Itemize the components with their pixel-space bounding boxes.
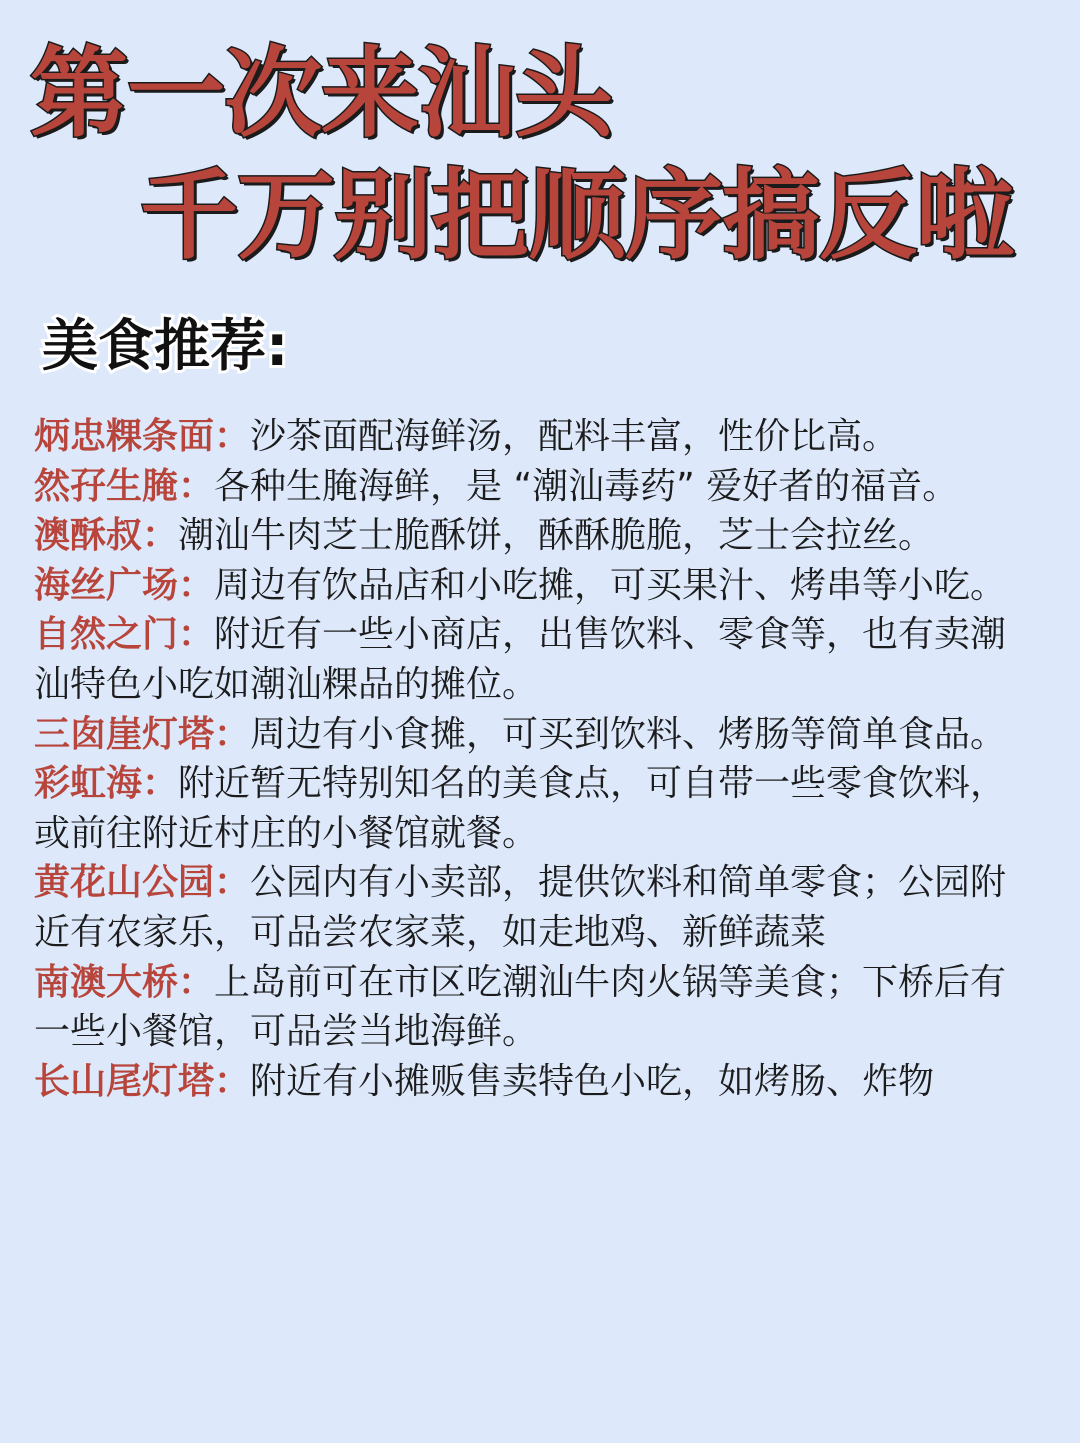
place-colon: ： [178,614,215,656]
place-colon: ： [178,465,215,507]
place-colon: ： [178,961,215,1003]
place-description: 公园内有小卖部，提供饮料和简单零食；公园附近有农家乐，可品尝农家菜，如走地鸡、新鲜蔬菜 [34,862,1007,953]
place-colon: ： [214,862,251,904]
place-name: 自然之门 [34,614,179,656]
place-name: 海丝广场 [34,564,179,606]
list-item [34,759,1024,858]
list-item [34,412,1024,462]
title-line-2: 千万别把顺序搞反啦 [140,159,1014,273]
place-description: 沙茶面配海鲜汤，配料丰富，性价比高。 [250,416,899,457]
list-item [34,710,1024,760]
list-item [34,462,1024,512]
place-colon: ： [142,515,179,557]
place-name: 长山尾灯塔 [34,1060,215,1102]
place-colon: ： [142,763,179,805]
list-item [34,958,1024,1057]
place-description: 附近有一些小商店，出售饮料、零食等，也有卖潮汕特色小吃如潮汕粿品的摊位。 [34,614,1007,705]
place-name: 炳忠粿条面 [34,416,215,457]
place-name: 澳酥叔 [34,515,143,557]
place-description: 周边有饮品店和小吃摊，可买果汁、烤串等小吃。 [214,564,1007,606]
place-description: 附近暂无特别知名的美食点，可自带一些零食饮料，或前往附近村庄的小餐馆就餐。 [34,763,1007,854]
list-item [34,561,1024,611]
list-item [34,610,1024,709]
place-colon: ： [214,1060,251,1102]
place-colon: ： [178,564,215,606]
place-description: 附近有小摊贩售卖特色小吃，如烤肠、炸物 [250,1060,935,1102]
place-description: 潮汕牛肉芝士脆酥饼，酥酥脆脆，芝士会拉丝。 [178,515,935,557]
place-description: 周边有小食摊，可买到饮料、烤肠等简单食品。 [250,713,1007,755]
place-name: 然孖生腌 [34,465,179,507]
list-item [34,858,1024,957]
place-name: 彩虹海 [34,763,143,805]
food-recommendation-list [34,412,1024,1106]
list-item [34,1057,1024,1107]
place-name: 三囱崖灯塔 [34,713,215,755]
place-description: 上岛前可在市区吃潮汕牛肉火锅等美食；下桥后有一些小餐馆，可品尝当地海鲜。 [34,961,1007,1053]
place-description: 各种生腌海鲜，是 “潮汕毒药” 爱好者的福音。 [214,465,959,507]
section-heading-food: 美食推荐: [42,314,289,379]
list-item [34,511,1024,561]
place-colon: ： [214,713,251,755]
place-name: 黄花山公园 [34,862,215,904]
place-name: 南澳大桥 [34,961,179,1003]
place-colon: ： [214,416,251,457]
title-line-1: 第一次来汕头 [30,37,613,151]
